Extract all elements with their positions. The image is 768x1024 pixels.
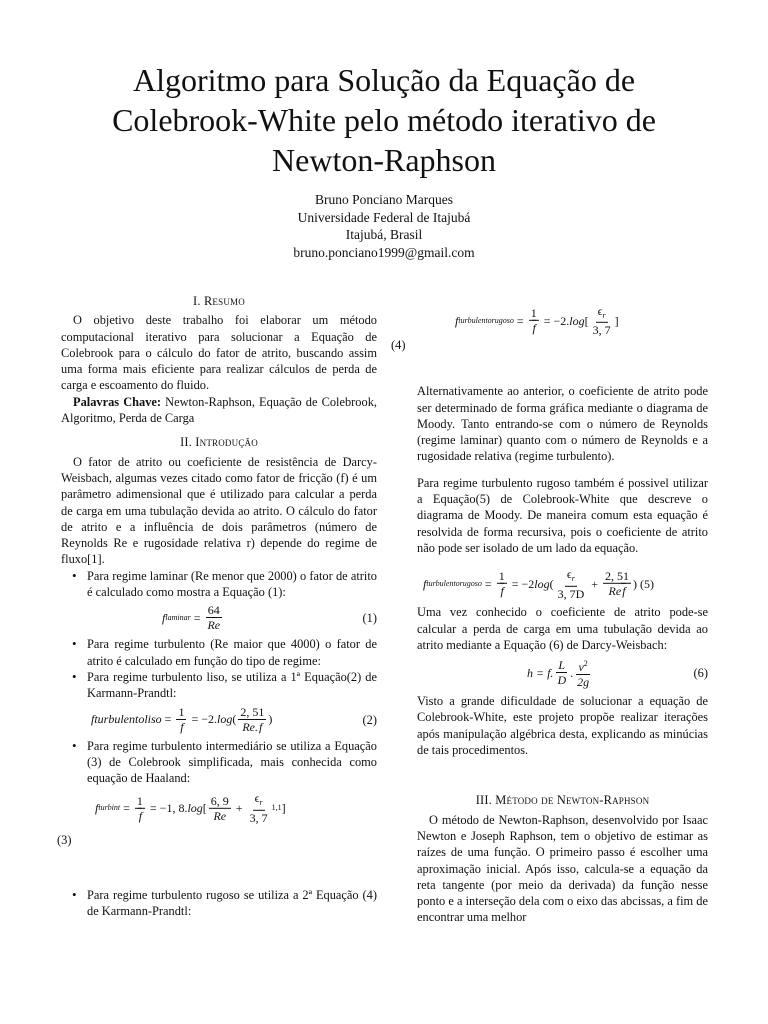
- right-paragraph: Uma vez conhecido o coeficiente de atrito pode-se calcular a perda de carga em uma tubulação devida ao atrito mediante a Equação (6) de Darcy-Weisbach:: [417, 605, 708, 652]
- equation-number: (2): [362, 712, 377, 727]
- right-paragraph: Alternativamente ao anterior, o coeficiente de atrito pode ser determinado de forma gráfica mediante o diagrama de Moody. Tanto entrando-se com o número de Reynolds (regime laminar) quanto com o número de Reynolds e a rugosidade relativa (regime turbulento).: [417, 384, 708, 464]
- list-item: • Para regime turbulento (Re maior que 4000) o fator de atrito é calculado em função do tipo de regime:: [61, 636, 377, 669]
- keywords-label: Palavras Chave:: [73, 394, 162, 409]
- equation-number: (4): [391, 338, 406, 352]
- resumo-text: O objetivo deste trabalho foi elaborar um método computacional iterativo para solucionar a Equação de Colebrook para o cálculo do fator de atrito, buscando assim uma forma mais eficiente para realizar cálculos de perda de carga e escoamento do fluido.: [61, 313, 377, 393]
- equation-number: (3): [57, 833, 72, 848]
- right-paragraph: Visto a grande dificuldade de solucionar a equação de Colebrook-White, este projeto propõe realizar iterações após manipulação algébrica desta, explicando as minúcias de tais procedimentos.: [417, 694, 708, 758]
- equation-2: fturbulentoliso = $\frac{1}{f}$ = −2. log ( $\frac{2, 51}{Re.f}$ ) (2): [91, 704, 377, 734]
- keywords: [61, 394, 377, 427]
- equation-number: (5): [640, 577, 655, 592]
- list-item: • Para regime turbulento rugoso se utiliza a 2ª Equação (4) de Karmann-Prandtl:: [61, 887, 377, 920]
- author-affiliation: Universidade Federal de Itajubá: [297, 209, 471, 225]
- author-location: Itajubá, Brasil: [345, 227, 423, 242]
- author-email: bruno.ponciano1999@gmail.com: [293, 244, 475, 260]
- right-paragraph: Para regime turbulento rugoso também é possivel utilizar a Equação(5) de Colebrook-White que descreve o diagrama de Moody. De maneira comum esta equação é resolvida de forma recursiva, pois o coeficiente de atrito não pode ser isolado de um lado da equação.: [417, 475, 708, 555]
- keywords-list: Newton-Raphson, Equação de Colebrook, Algoritmo, Perda de Carga: [61, 394, 377, 426]
- left-column: [57, 293, 377, 919]
- equation-1: f laminar = $\frac{64}{Re}$ (1): [162, 603, 377, 633]
- newton-paragraph: O método de Newton-Raphson, desenvolvido por Isaac Newton e Joseph Raphson, tem o objetivo de estimar as raízes de uma função. O primeiro passo é escolher uma aproximação inicial. Após isso, calcula-se a equação da reta tangente (por meio da derivada) da função nesse ponto e a interseção dela com o eixo das abcissas, a fim de encontrar uma melhor: [417, 812, 708, 925]
- section-heading-resumo: I. Resumo: [193, 294, 245, 308]
- paper-title: Algoritmo para Solução da Equação de Colebrook-White pelo método iterativo de Newton-Raphson: [112, 62, 656, 178]
- equation-4: f turbulentorugoso = $\frac{1}{f}$ = −2. log [ $\frac{\epsilon_r}{3, 7}$ ]: [455, 303, 619, 338]
- equation-number: (1): [362, 611, 377, 626]
- author-name: Bruno Ponciano Marques: [315, 192, 453, 207]
- equation-number: (6): [693, 666, 708, 681]
- section-heading-introducao: II. Introdução: [180, 435, 258, 450]
- right-column: [391, 303, 708, 926]
- author-block: [160, 191, 608, 261]
- regime-list: [61, 568, 377, 831]
- list-item: • Para regime turbulento liso, se utiliza a 1ª Equação(2) de Karmann-Prandtl: fturbulentoliso = $\frac{1}{f}$ = −2. log ( $\frac{2, 51}{Re.f}$ ) (2): [61, 669, 377, 738]
- equation-5: f turbulentorugoso = $\frac{1}{f}$ = −2 log ( $\frac{\epsilon_r}{3, 7D}$ + $\frac{2, 51}{\text{Ref}}$ ) (5): [423, 567, 655, 601]
- list-item: • Para regime turbulento intermediário se utiliza a Equação (3) de Colebrook simplificada, mais conhecida como equação de Haaland: f turbint = $\frac{1}{f}$ = −1, 8. log [ $\frac{6, 9}{Re}$ + $\frac{\epsilon_r}{3, 7}$ 1,1 ]: [61, 738, 377, 831]
- equation-3: f turbint = $\frac{1}{f}$ = −1, 8. log [ $\frac{6, 9}{Re}$ + $\frac{\epsilon_r}{3, 7}$ 1,1 ]: [95, 791, 286, 825]
- list-item: • Para regime laminar (Re menor que 2000) o fator de atrito é calculado como mostra a Equação (1): f laminar = $\frac{64}{Re}$ (1): [61, 568, 377, 637]
- intro-paragraph: O fator de atrito ou coeficiente de resistência de Darcy-Weisbach, algumas vezes citado como fator de fricção (f) é um parâmetro adimensional que é utilizado para calcular a perda de carga em uma tubulação devida ao atrito. O cálculo do fator de atrito e a influência de dois parâmetros (número de Reynolds Re e rugosidade relativa r) depende do regime de fluxo[1].: [61, 454, 377, 567]
- equation-6: h = f. $\frac{L}{D}$ . $\frac{v^2}{2g}$ (6): [527, 658, 708, 690]
- section-heading-newton: III. Método de Newton-Raphson: [475, 793, 650, 808]
